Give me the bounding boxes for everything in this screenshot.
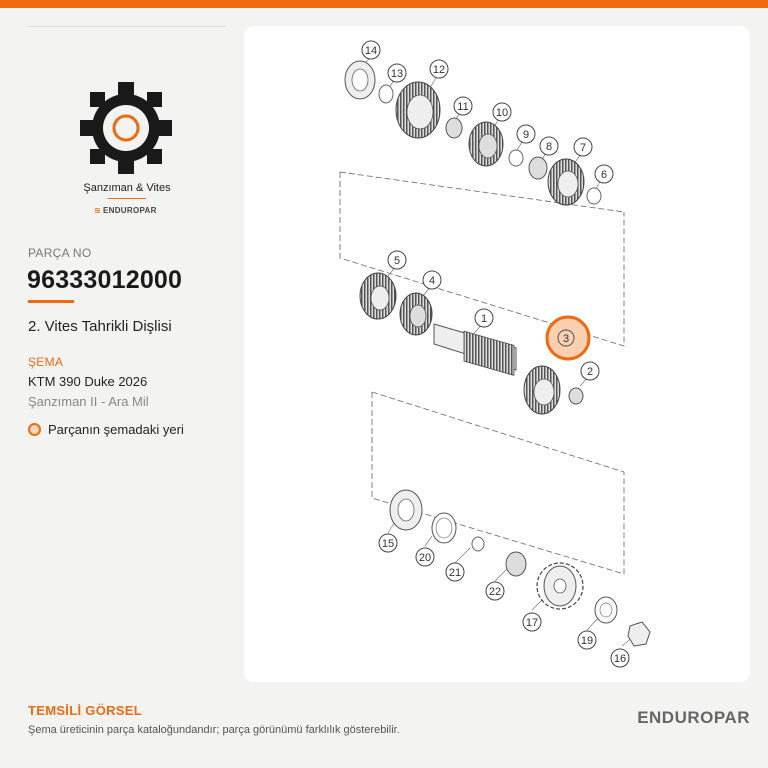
- footer-disclaimer: Şema üreticinin parça kataloğundandır; parça görünümü farklılık gösterebilir.: [28, 724, 400, 736]
- part-name: 2. Vites Tahrikli Dişlisi: [28, 318, 172, 335]
- svg-text:13: 13: [390, 68, 404, 80]
- callout-21: [446, 563, 464, 581]
- svg-text:3: 3: [562, 333, 570, 345]
- callout-2: [581, 362, 599, 380]
- highlight-marker-icon: [28, 423, 41, 436]
- svg-text:14: 14: [364, 45, 378, 57]
- callout-7: [574, 138, 592, 156]
- svg-text:17: 17: [525, 617, 539, 629]
- svg-text:6: 6: [600, 169, 608, 181]
- svg-text:7: 7: [579, 142, 587, 154]
- legend-text: Parçanın şemadaki yeri: [48, 422, 184, 437]
- svg-text:8: 8: [545, 141, 553, 153]
- callout-12: [430, 60, 448, 78]
- footer-title: TEMSİLİ GÖRSEL: [28, 703, 142, 718]
- svg-text:2: 2: [586, 366, 594, 378]
- category-underline: [108, 198, 146, 199]
- callout-20: [416, 548, 434, 566]
- svg-text:5: 5: [393, 255, 401, 267]
- callout-9: [517, 125, 535, 143]
- svg-text:22: 22: [488, 586, 502, 598]
- svg-text:20: 20: [418, 552, 432, 564]
- schema-model: KTM 390 Duke 2026: [28, 374, 148, 389]
- brand-logo-small: ≋ ENDUROPAR: [94, 206, 157, 215]
- svg-text:21: 21: [448, 567, 462, 579]
- legend: [28, 422, 184, 437]
- svg-text:4: 4: [428, 275, 436, 287]
- top-accent-bar: [0, 0, 768, 8]
- svg-text:15: 15: [381, 538, 395, 550]
- exploded-view-drawing: [244, 26, 750, 682]
- svg-text:12: 12: [432, 64, 446, 76]
- callout-1: [475, 309, 493, 327]
- part-number-underline: [28, 300, 74, 303]
- callout-19: [578, 631, 596, 649]
- svg-text:9: 9: [522, 129, 530, 141]
- gear-icon: [80, 82, 172, 174]
- callout-15: [379, 534, 397, 552]
- schema-group: Şanzıman II - Ara Mil: [28, 394, 149, 409]
- callout-6: [595, 165, 613, 183]
- divider: [28, 26, 226, 27]
- part-number: 96333012000: [27, 266, 183, 294]
- parts-diagram: [244, 26, 750, 682]
- part-info-panel: [0, 8, 240, 688]
- callout-4: [423, 271, 441, 289]
- svg-text:11: 11: [457, 101, 469, 113]
- svg-text:1: 1: [480, 313, 488, 325]
- category-title: Şanzıman & Vites: [83, 182, 171, 194]
- brand-logo: ENDUROPAR: [637, 708, 750, 727]
- callout-13: [388, 64, 406, 82]
- callout-14: [362, 41, 380, 59]
- part-number-label: PARÇA NO: [28, 246, 92, 260]
- svg-text:10: 10: [495, 107, 509, 119]
- callout-8: [540, 137, 558, 155]
- svg-text:19: 19: [580, 635, 594, 647]
- callout-22: [486, 582, 504, 600]
- callout-16: [611, 649, 629, 667]
- callout-10: [493, 103, 511, 121]
- schema-label: ŞEMA: [28, 355, 64, 369]
- callout-11: [454, 97, 472, 115]
- svg-text:16: 16: [613, 653, 627, 665]
- brand-mark-icon: ≋: [94, 206, 102, 215]
- callout-5: [388, 251, 406, 269]
- callout-17: [523, 613, 541, 631]
